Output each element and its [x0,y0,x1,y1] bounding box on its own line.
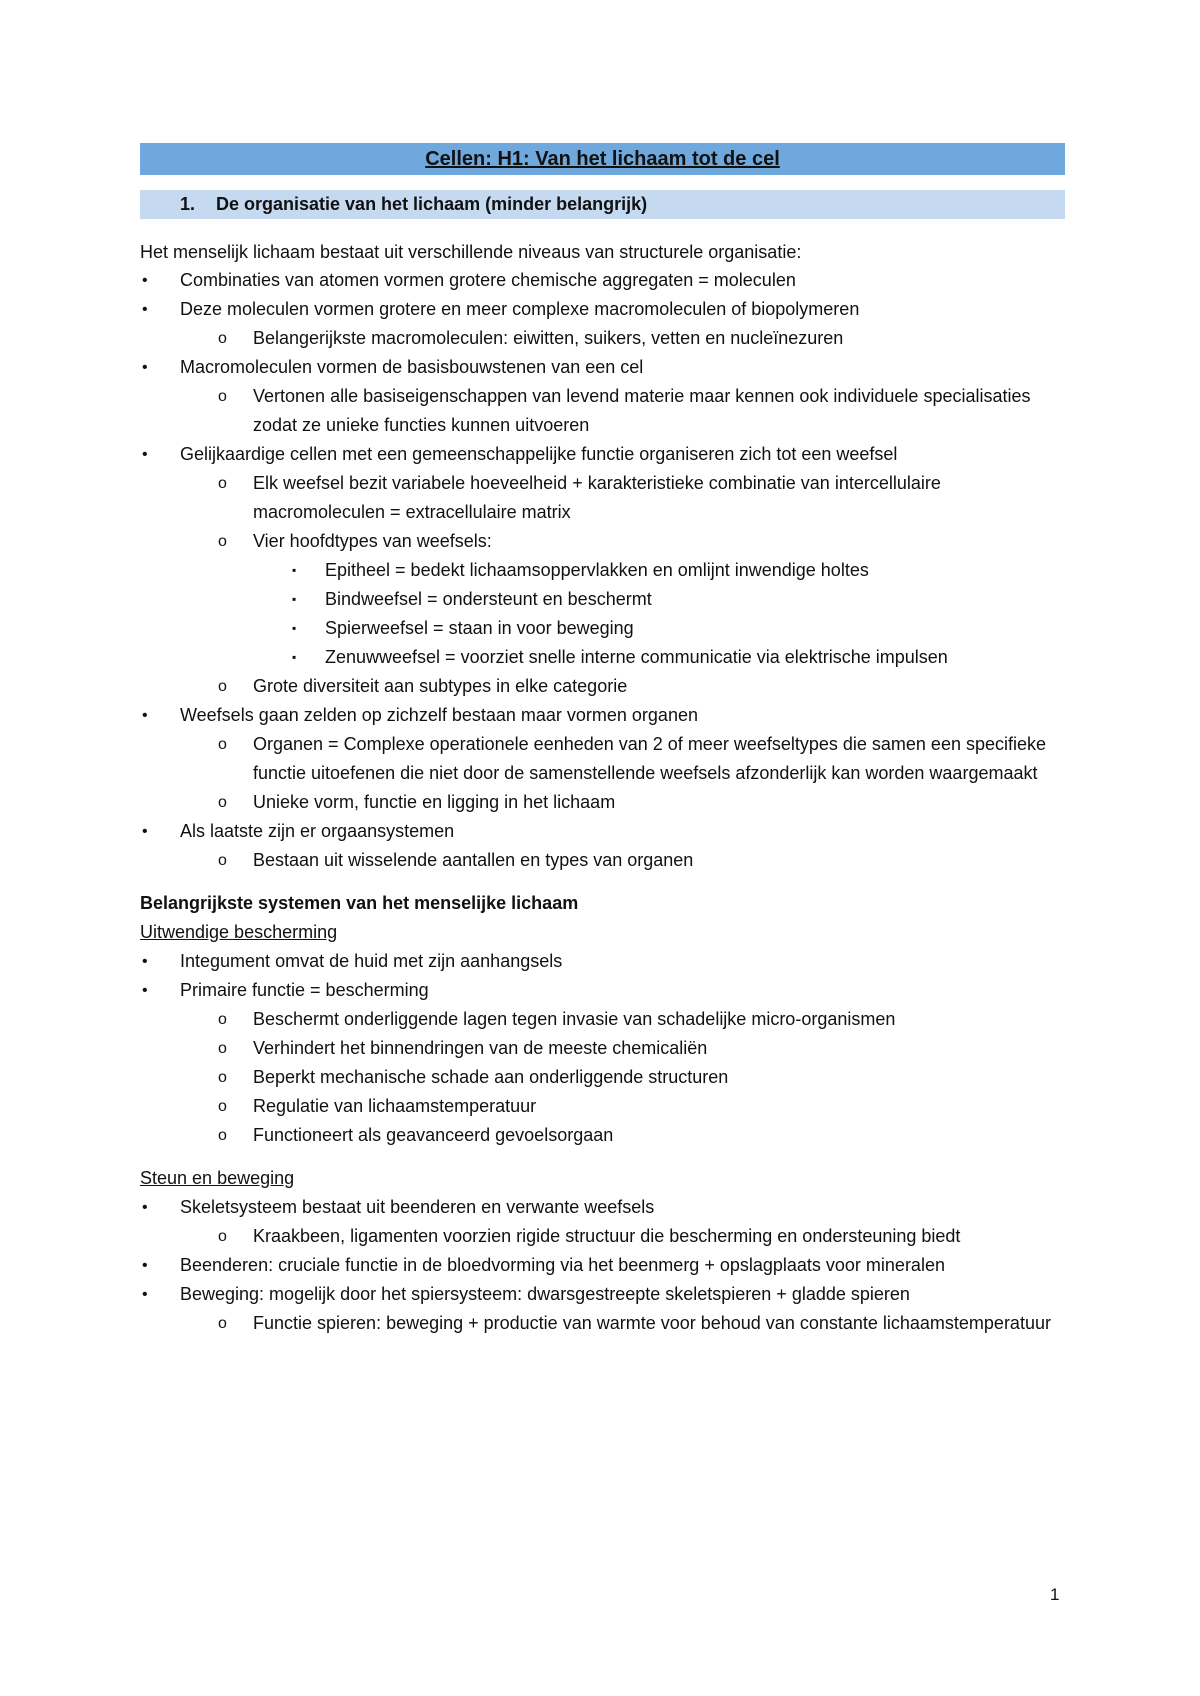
sub-list-item [140,1063,1065,1092]
bullet-icon: • [142,982,148,999]
sub-list-item-text: Beschermt onderliggende lagen tegen invasie van schadelijke micro-organismen [253,1009,896,1029]
protection-list [140,947,1065,1150]
list-item [140,1280,1065,1338]
list-item-text: Beenderen: cruciale functie in de bloedvorming via het beenmerg + opslagplaats voor mineralen [180,1255,945,1275]
list-item-text: Combinaties van atomen vormen grotere chemische aggregaten = moleculen [180,270,796,290]
sub-list-item [140,527,1065,672]
list-item-text: Deze moleculen vormen grotere en meer complexe macromoleculen of biopolymeren [180,299,860,319]
list-item [140,947,1065,976]
square-bullet-icon: ▪ [292,592,297,606]
sub-list-item-text: Belangerijkste macromoleculen: eiwitten, suikers, vetten en nucleïnezuren [253,328,844,348]
sub-list-item-text: Vier hoofdtypes van weefsels: [253,531,492,551]
sub-list [180,1309,1065,1338]
bullet-icon: • [142,446,148,463]
support-list [140,1193,1065,1338]
sub-list-item [140,1121,1065,1150]
sub-list-item [140,1309,1065,1338]
list-item [140,817,1065,875]
sub-list-item [140,788,1065,817]
section-number: 1. [180,194,196,214]
section-heading [140,190,1065,219]
sub-list-item-text: Grote diversiteit aan subtypes in elke categorie [253,676,628,696]
circle-bullet-icon: o [218,330,227,347]
list-item [140,1193,1065,1251]
sub-list [180,1005,1065,1150]
sub-list [180,382,1065,440]
circle-bullet-icon: o [218,736,227,753]
spacer [140,1150,1065,1164]
circle-bullet-icon: o [218,794,227,811]
list-item-text: Beweging: mogelijk door het spiersysteem: dwarsgestreepte skeletspieren + gladde spieren [180,1284,910,1304]
sub-list [180,324,1065,353]
sub-list [180,730,1065,817]
sub-list [180,469,1065,701]
list-item-text: Macromoleculen vormen de basisbouwstenen van een cel [180,357,644,377]
sub-list-item-text: Elk weefsel bezit variabele hoeveelheid + karakteristieke combinatie van intercellulaire macromoleculen = extracellulaire matrix [253,473,941,522]
sub-list-item-text: Organen = Complexe operationele eenheden van 2 of meer weefseltypes die samen een specifieke functie uitoefenen die niet door de samenstellende weefsels afzonderlijk kan worden waargemaakt [253,734,1047,783]
list-item [140,976,1065,1150]
subsection-title: Steun en beweging [140,1168,295,1188]
sub-list-item [140,1092,1065,1121]
circle-bullet-icon: o [218,1098,227,1115]
section-heading-text: De organisatie van het lichaam (minder belangrijk) [216,194,648,214]
sub-list-item-text: Bestaan uit wisselende aantallen en types van organen [253,850,694,870]
list-item-text: Als laatste zijn er orgaansystemen [180,821,455,841]
sub-list-item [140,730,1065,788]
circle-bullet-icon: o [218,1315,227,1332]
sub-sub-list-item-text: Spierweefsel = staan in voor beweging [325,618,634,638]
intro-paragraph: Het menselijk lichaam bestaat uit verschillende niveaus van structurele organisatie: [140,242,802,262]
page-number: 1 [1050,1585,1060,1604]
square-bullet-icon: ▪ [292,621,297,635]
list-item [140,295,1065,353]
sub-sub-list-item-text: Bindweefsel = ondersteunt en beschermt [325,589,652,609]
sub-list-item [140,846,1065,875]
circle-bullet-icon: o [218,852,227,869]
sub-list-item-text: Regulatie van lichaamstemperatuur [253,1096,537,1116]
sub-sub-list [253,556,1065,672]
sub-list-item [140,1222,1065,1251]
bullet-icon: • [142,1199,148,1216]
list-item [140,440,1065,701]
bullet-icon: • [142,1286,148,1303]
circle-bullet-icon: o [218,475,227,492]
page-content [140,143,1065,1338]
list-item-text: Weefsels gaan zelden op zichzelf bestaan maar vormen organen [180,705,698,725]
sub-sub-list-item [140,643,1065,672]
list-item [140,701,1065,817]
circle-bullet-icon: o [218,1127,227,1144]
circle-bullet-icon: o [218,1040,227,1057]
sub-sub-list-item-text: Epitheel = bedekt lichaamsoppervlakken en omlijnt inwendige holtes [325,560,869,580]
list-item-text: Gelijkaardige cellen met een gemeenschappelijke functie organiseren zich tot een weefsel [180,444,898,464]
list-item [140,1251,1065,1280]
sub-list [180,1222,1065,1251]
sub-list-item [140,1034,1065,1063]
sub-list-item [140,672,1065,701]
list-item-text: Primaire functie = bescherming [180,980,429,1000]
circle-bullet-icon: o [218,1011,227,1028]
circle-bullet-icon: o [218,678,227,695]
bullet-icon: • [142,359,148,376]
list-item [140,266,1065,295]
circle-bullet-icon: o [218,533,227,550]
list-item [140,353,1065,440]
sub-list-item [140,469,1065,527]
list-item-text: Integument omvat de huid met zijn aanhangsels [180,951,563,971]
sub-sub-list-item-text: Zenuwweefsel = voorziet snelle interne communicatie via elektrische impulsen [325,647,948,667]
sub-list-item-text: Kraakbeen, ligamenten voorzien rigide structuur die bescherming en ondersteuning biedt [253,1226,961,1246]
sub-list-item-text: Vertonen alle basiseigenschappen van levend materie maar kennen ook individuele specialisaties zodat ze unieke functies kunnen uitvoeren [253,386,1031,435]
sub-list [180,846,1065,875]
circle-bullet-icon: o [218,1228,227,1245]
bullet-icon: • [142,1257,148,1274]
sub-list-item-text: Verhindert het binnendringen van de meeste chemicaliën [253,1038,708,1058]
subsection-title: Uitwendige bescherming [140,922,338,942]
sub-list-item-text: Unieke vorm, functie en ligging in het lichaam [253,792,616,812]
sub-list-item [140,1005,1065,1034]
sub-list-item-text: Functie spieren: beweging + productie van warmte voor behoud van constante lichaamstemperatuur [253,1313,1051,1333]
bullet-icon: • [142,301,148,318]
circle-bullet-icon: o [218,1069,227,1086]
bullet-icon: • [142,707,148,724]
organisation-list [140,266,1065,875]
sub-sub-list-item [140,585,1065,614]
square-bullet-icon: ▪ [292,650,297,664]
square-bullet-icon: ▪ [292,563,297,577]
systems-heading: Belangrijkste systemen van het menselijke lichaam [140,893,579,913]
bullet-icon: • [142,823,148,840]
sub-sub-list-item [140,556,1065,585]
bullet-icon: • [142,272,148,289]
circle-bullet-icon: o [218,388,227,405]
sub-list-item [140,324,1065,353]
sub-list-item-text: Beperkt mechanische schade aan onderliggende structuren [253,1067,729,1087]
sub-list-item-text: Functioneert als geavanceerd gevoelsorgaan [253,1125,614,1145]
list-item-text: Skeletsysteem bestaat uit beenderen en verwante weefsels [180,1197,655,1217]
sub-sub-list-item [140,614,1065,643]
page-title: Cellen: H1: Van het lichaam tot de cel [140,143,1065,175]
sub-list-item [140,382,1065,440]
bullet-icon: • [142,953,148,970]
